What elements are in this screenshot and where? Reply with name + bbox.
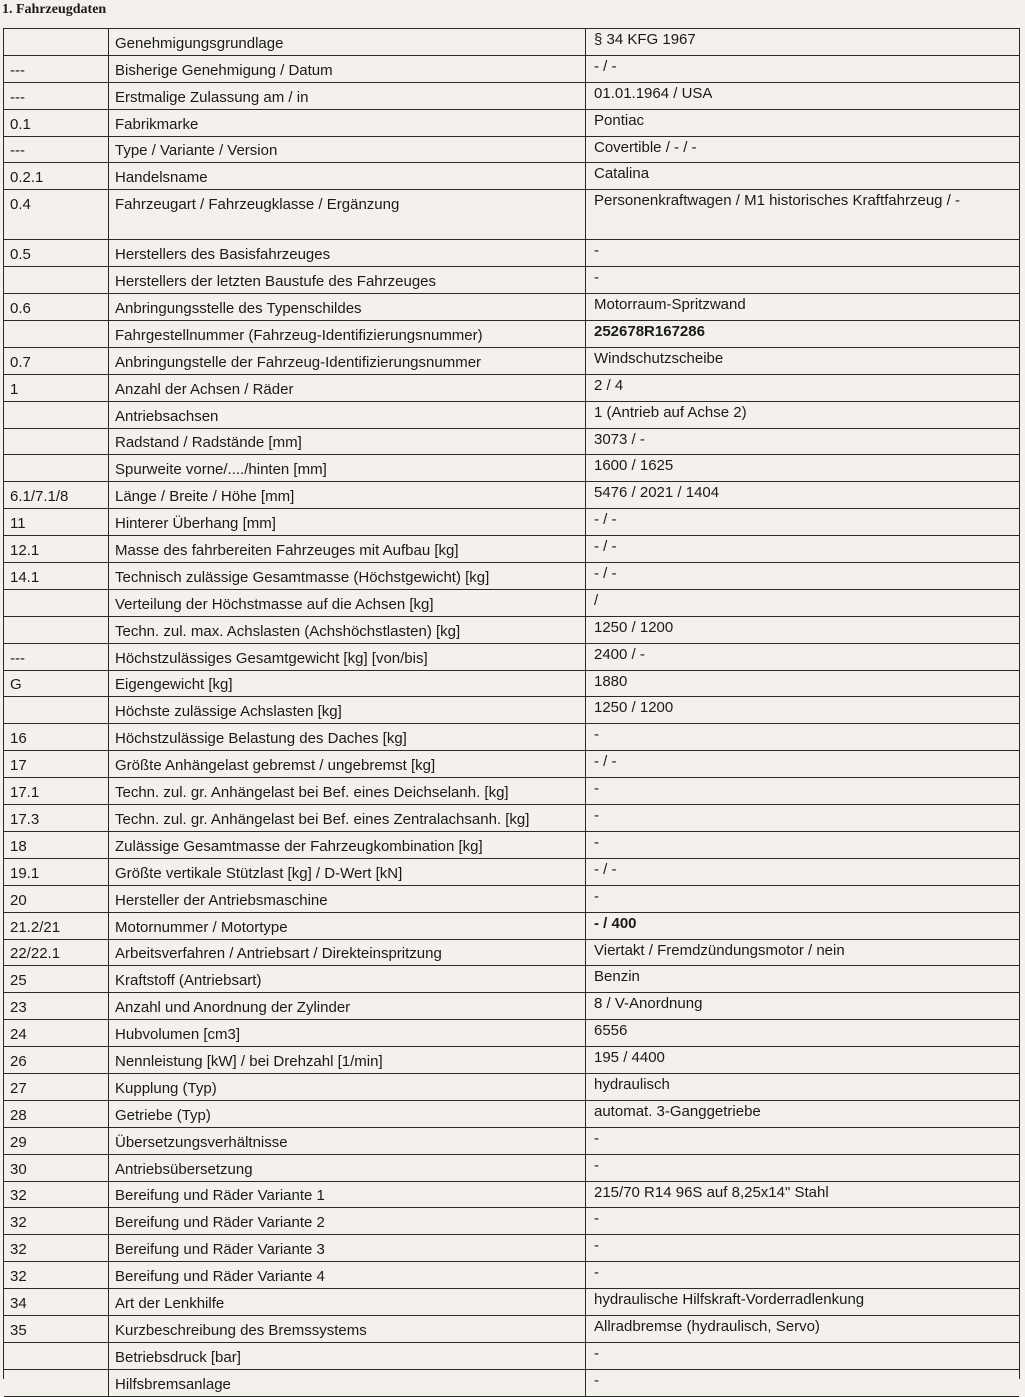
table-row	[4, 751, 1019, 778]
table-row	[4, 109, 1019, 136]
table-row	[4, 724, 1019, 751]
row-value: 6556	[586, 1020, 1020, 1047]
row-label: Fahrzeugart / Fahrzeugklasse / Ergänzung	[109, 190, 586, 240]
row-label: Art der Lenkhilfe	[109, 1289, 586, 1316]
row-label: Techn. zul. gr. Anhängelast bei Bef. eines Zentralachsanh. [kg]	[109, 805, 586, 832]
row-code	[4, 589, 109, 616]
row-value: § 34 KFG 1967	[586, 29, 1020, 55]
row-label: Hilfsbremsanlage	[109, 1369, 586, 1396]
row-code: 6.1/7.1/8	[4, 482, 109, 509]
row-label: Fahrgestellnummer (Fahrzeug-Identifizierungsnummer)	[109, 321, 586, 348]
row-code: 17.1	[4, 778, 109, 805]
row-value: -	[586, 831, 1020, 858]
row-value: 1880	[586, 670, 1020, 697]
row-code	[4, 428, 109, 455]
table-row	[4, 1154, 1019, 1181]
row-code: ---	[4, 136, 109, 163]
row-code: 24	[4, 1020, 109, 1047]
row-code: 11	[4, 509, 109, 536]
row-label: Kraftstoff (Antriebsart)	[109, 966, 586, 993]
table-row	[4, 1342, 1019, 1369]
table-row	[4, 885, 1019, 912]
row-label: Herstellers der letzten Baustufe des Fahrzeuges	[109, 267, 586, 294]
row-value: -	[586, 267, 1020, 294]
row-code: G	[4, 670, 109, 697]
row-value: hydraulisch	[586, 1073, 1020, 1100]
row-label: Anbringungsstelle des Typenschildes	[109, 294, 586, 321]
row-code: ---	[4, 82, 109, 109]
row-value: Windschutzscheibe	[586, 347, 1020, 374]
row-label: Masse des fahrbereiten Fahrzeuges mit Aufbau [kg]	[109, 536, 586, 563]
row-label: Motornummer / Motortype	[109, 912, 586, 939]
row-label: Hersteller der Antriebsmaschine	[109, 885, 586, 912]
row-code: 27	[4, 1073, 109, 1100]
table-row	[4, 993, 1019, 1020]
row-value: 1600 / 1625	[586, 455, 1020, 482]
row-value: 5476 / 2021 / 1404	[586, 482, 1020, 509]
table-row	[4, 858, 1019, 885]
table-row	[4, 616, 1019, 643]
table-row	[4, 966, 1019, 993]
row-label: Antriebsübersetzung	[109, 1154, 586, 1181]
row-code: 23	[4, 993, 109, 1020]
row-label: Type / Variante / Version	[109, 136, 586, 163]
row-code: 21.2/21	[4, 912, 109, 939]
row-label: Höchstzulässige Belastung des Daches [kg]	[109, 724, 586, 751]
row-code: 20	[4, 885, 109, 912]
row-value: - / -	[586, 563, 1020, 590]
row-value: hydraulische Hilfskraft-Vorderradlenkung	[586, 1289, 1020, 1316]
row-code: 0.2.1	[4, 163, 109, 190]
table-row	[4, 1127, 1019, 1154]
row-label: Techn. zul. gr. Anhängelast bei Bef. eines Deichselanh. [kg]	[109, 778, 586, 805]
table-row	[4, 82, 1019, 109]
row-code: 19.1	[4, 858, 109, 885]
table-row	[4, 1181, 1019, 1208]
row-value: 1250 / 1200	[586, 697, 1020, 724]
row-value: Viertakt / Fremdzündungsmotor / nein	[586, 939, 1020, 966]
row-value: Allradbremse (hydraulisch, Servo)	[586, 1315, 1020, 1342]
row-value: /	[586, 589, 1020, 616]
row-code: 32	[4, 1181, 109, 1208]
row-value: -	[586, 724, 1020, 751]
row-label: Handelsname	[109, 163, 586, 190]
row-code: ---	[4, 55, 109, 82]
row-code: 0.7	[4, 347, 109, 374]
row-code: 28	[4, 1100, 109, 1127]
row-label: Kurzbeschreibung des Bremssystems	[109, 1315, 586, 1342]
row-label: Anbringungstelle der Fahrzeug-Identifizierungsnummer	[109, 347, 586, 374]
row-code: 0.4	[4, 190, 109, 240]
row-label: Bereifung und Räder Variante 1	[109, 1181, 586, 1208]
row-label: Antriebsachsen	[109, 401, 586, 428]
row-label: Länge / Breite / Höhe [mm]	[109, 482, 586, 509]
table-row	[4, 347, 1019, 374]
row-value: Pontiac	[586, 109, 1020, 136]
row-code: ---	[4, 643, 109, 670]
row-label: Hinterer Überhang [mm]	[109, 509, 586, 536]
row-label: Bereifung und Räder Variante 2	[109, 1208, 586, 1235]
table-row	[4, 1315, 1019, 1342]
table-row	[4, 455, 1019, 482]
row-label: Eigengewicht [kg]	[109, 670, 586, 697]
row-code: 25	[4, 966, 109, 993]
row-label: Betriebsdruck [bar]	[109, 1342, 586, 1369]
table-row	[4, 805, 1019, 832]
row-code	[4, 616, 109, 643]
table-row	[4, 482, 1019, 509]
row-code: 32	[4, 1262, 109, 1289]
row-value: -	[586, 1369, 1020, 1396]
table-row	[4, 939, 1019, 966]
row-code	[4, 1369, 109, 1396]
row-value: 1250 / 1200	[586, 616, 1020, 643]
table-row	[4, 428, 1019, 455]
row-value: - / -	[586, 509, 1020, 536]
row-code: 26	[4, 1047, 109, 1074]
row-code	[4, 1342, 109, 1369]
row-label: Radstand / Radstände [mm]	[109, 428, 586, 455]
row-label: Fabrikmarke	[109, 109, 586, 136]
table-row	[4, 670, 1019, 697]
table-row	[4, 163, 1019, 190]
row-value: 3073 / -	[586, 428, 1020, 455]
row-value: 195 / 4400	[586, 1047, 1020, 1074]
row-value: 2400 / -	[586, 643, 1020, 670]
row-code: 34	[4, 1289, 109, 1316]
row-value: 2 / 4	[586, 374, 1020, 401]
table-row	[4, 1020, 1019, 1047]
row-value: - / -	[586, 751, 1020, 778]
table-row	[4, 778, 1019, 805]
row-value: -	[586, 240, 1020, 267]
row-label: Getriebe (Typ)	[109, 1100, 586, 1127]
table-row	[4, 136, 1019, 163]
row-value: 8 / V-Anordnung	[586, 993, 1020, 1020]
row-label: Zulässige Gesamtmasse der Fahrzeugkombination [kg]	[109, 831, 586, 858]
table-row	[4, 1047, 1019, 1074]
table-row	[4, 190, 1019, 240]
row-value: Benzin	[586, 966, 1020, 993]
table-row	[4, 29, 1019, 55]
row-label: Größte vertikale Stützlast [kg] / D-Wert [kN]	[109, 858, 586, 885]
table-row	[4, 401, 1019, 428]
table-body	[4, 29, 1019, 1396]
row-label: Anzahl der Achsen / Räder	[109, 374, 586, 401]
row-value: automat. 3-Ganggetriebe	[586, 1100, 1020, 1127]
section-heading: 1. Fahrzeugdaten	[2, 2, 107, 17]
row-label: Technisch zulässige Gesamtmasse (Höchstgewicht) [kg]	[109, 563, 586, 590]
row-label: Hubvolumen [cm3]	[109, 1020, 586, 1047]
table-row	[4, 1369, 1019, 1396]
row-code: 35	[4, 1315, 109, 1342]
table-row	[4, 1235, 1019, 1262]
row-value: 01.01.1964 / USA	[586, 82, 1020, 109]
row-label: Höchstzulässiges Gesamtgewicht [kg] [von/bis]	[109, 643, 586, 670]
row-code: 22/22.1	[4, 939, 109, 966]
row-value: - / 400	[586, 912, 1020, 939]
table-row	[4, 1100, 1019, 1127]
row-label: Techn. zul. max. Achslasten (Achshöchstlasten) [kg]	[109, 616, 586, 643]
table-row	[4, 1208, 1019, 1235]
row-label: Anzahl und Anordnung der Zylinder	[109, 993, 586, 1020]
table-row	[4, 831, 1019, 858]
row-label: Verteilung der Höchstmasse auf die Achsen [kg]	[109, 589, 586, 616]
table-row	[4, 536, 1019, 563]
table-row	[4, 1262, 1019, 1289]
row-label: Spurweite vorne/..../hinten [mm]	[109, 455, 586, 482]
row-value: Covertible / - / -	[586, 136, 1020, 163]
row-label: Übersetzungsverhältnisse	[109, 1127, 586, 1154]
row-label: Bisherige Genehmigung / Datum	[109, 55, 586, 82]
table-row	[4, 912, 1019, 939]
row-code	[4, 267, 109, 294]
table-row	[4, 240, 1019, 267]
row-code: 0.1	[4, 109, 109, 136]
row-value: 252678R167286	[586, 321, 1020, 348]
row-label: Bereifung und Räder Variante 4	[109, 1262, 586, 1289]
row-value: -	[586, 885, 1020, 912]
row-value: - / -	[586, 536, 1020, 563]
row-code: 32	[4, 1235, 109, 1262]
row-label: Größte Anhängelast gebremst / ungebremst [kg]	[109, 751, 586, 778]
row-code: 0.5	[4, 240, 109, 267]
row-label: Kupplung (Typ)	[109, 1073, 586, 1100]
row-label: Herstellers des Basisfahrzeuges	[109, 240, 586, 267]
table-row	[4, 267, 1019, 294]
row-code: 16	[4, 724, 109, 751]
row-code: 18	[4, 831, 109, 858]
row-code	[4, 697, 109, 724]
row-label: Erstmalige Zulassung am / in	[109, 82, 586, 109]
row-code: 32	[4, 1208, 109, 1235]
row-code: 17	[4, 751, 109, 778]
row-value: -	[586, 1262, 1020, 1289]
row-code	[4, 321, 109, 348]
row-value: Catalina	[586, 163, 1020, 190]
row-label: Nennleistung [kW] / bei Drehzahl [1/min]	[109, 1047, 586, 1074]
row-value: 215/70 R14 96S auf 8,25x14" Stahl	[586, 1181, 1020, 1208]
row-value: -	[586, 1208, 1020, 1235]
table-row	[4, 374, 1019, 401]
table-row	[4, 643, 1019, 670]
row-label: Arbeitsverfahren / Antriebsart / Direkteinspritzung	[109, 939, 586, 966]
row-code: 29	[4, 1127, 109, 1154]
row-value: Personenkraftwagen / M1 historisches Kraftfahrzeug / -	[586, 190, 1020, 240]
table-row	[4, 294, 1019, 321]
row-code: 30	[4, 1154, 109, 1181]
table-row	[4, 1073, 1019, 1100]
row-code: 12.1	[4, 536, 109, 563]
row-value: -	[586, 1127, 1020, 1154]
row-code: 14.1	[4, 563, 109, 590]
table-row	[4, 589, 1019, 616]
row-value: 1 (Antrieb auf Achse 2)	[586, 401, 1020, 428]
row-code: 1	[4, 374, 109, 401]
table-row	[4, 563, 1019, 590]
row-label: Genehmigungsgrundlage	[109, 29, 586, 55]
table-row	[4, 509, 1019, 536]
row-label: Bereifung und Räder Variante 3	[109, 1235, 586, 1262]
table-row	[4, 1289, 1019, 1316]
row-code	[4, 29, 109, 55]
row-code	[4, 401, 109, 428]
row-value: - / -	[586, 55, 1020, 82]
row-value: -	[586, 1235, 1020, 1262]
row-code: 0.6	[4, 294, 109, 321]
row-value: -	[586, 1342, 1020, 1369]
row-code	[4, 455, 109, 482]
table-row	[4, 321, 1019, 348]
row-value: -	[586, 805, 1020, 832]
table-row	[4, 55, 1019, 82]
row-code: 17.3	[4, 805, 109, 832]
row-value: -	[586, 1154, 1020, 1181]
row-value: Motorraum-Spritzwand	[586, 294, 1020, 321]
vehicle-data-table	[3, 28, 1020, 1393]
table-row	[4, 697, 1019, 724]
row-value: -	[586, 778, 1020, 805]
row-label: Höchste zulässige Achslasten [kg]	[109, 697, 586, 724]
row-value: - / -	[586, 858, 1020, 885]
